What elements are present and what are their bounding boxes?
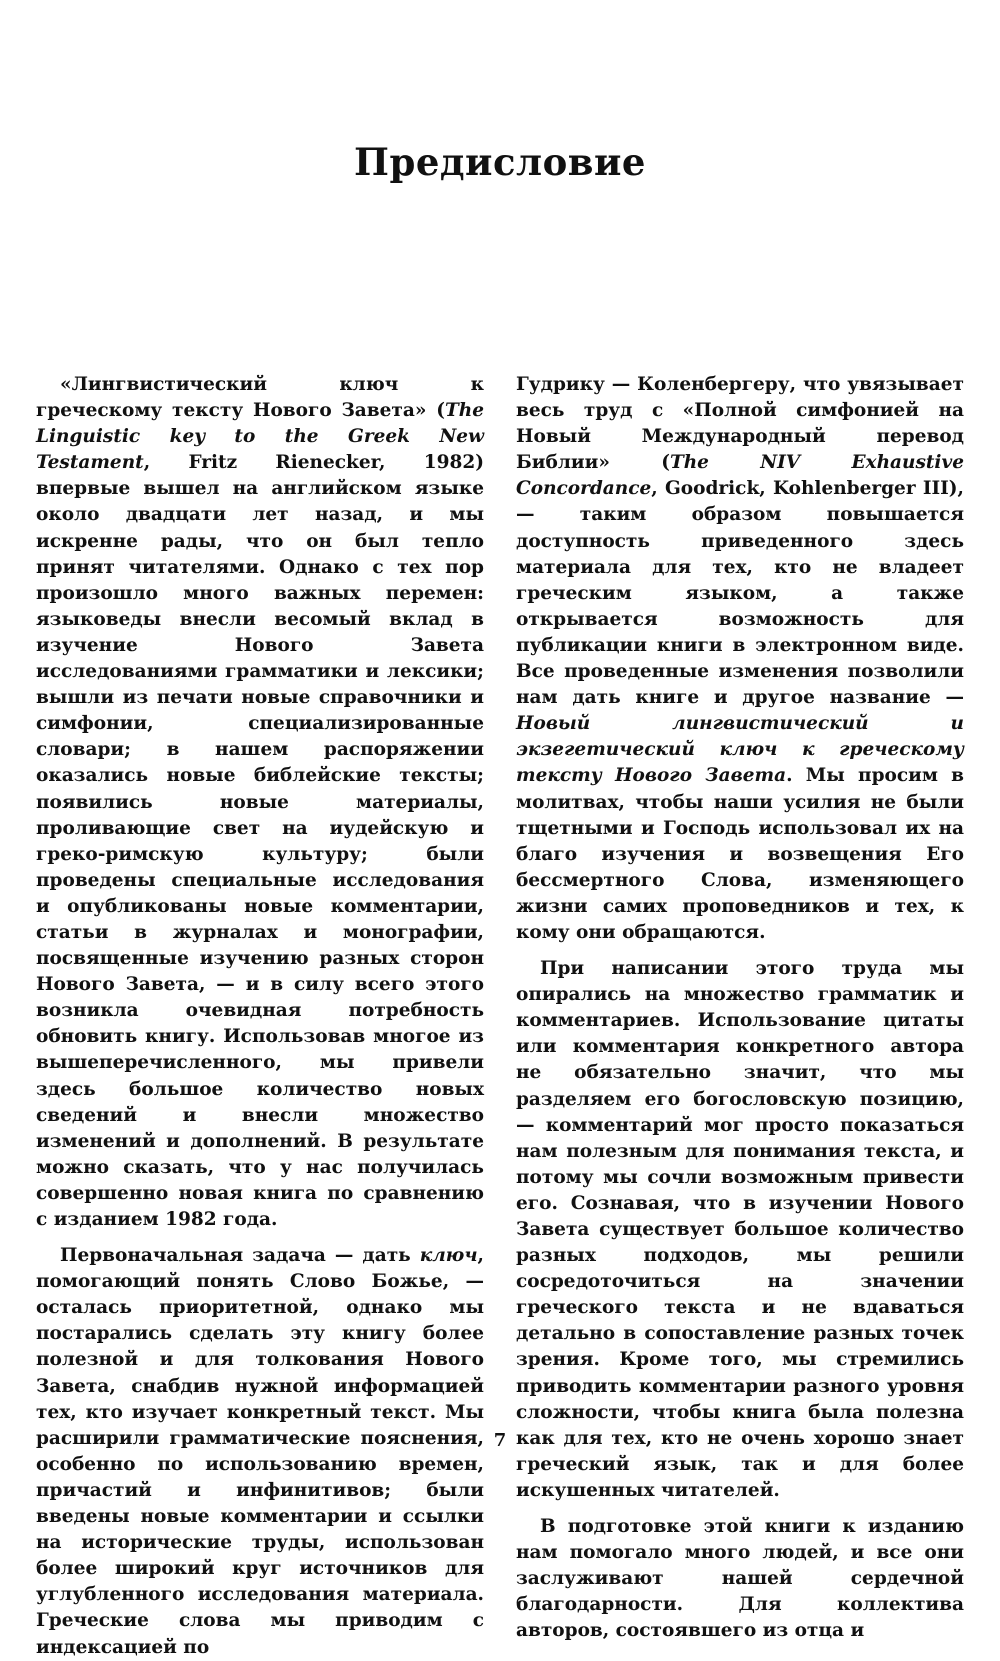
paragraph: «Лингвистический ключ к греческому тексту Нового Завета» (The Linguistic key to the Greek New Testament, Fritz Rienecker, 1982) впервые вышел на английском языке около двадцати лет назад, и мы искренне рады, что он был тепло принят читателями. Однако с тех пор произошло много важных перемен: языковеды внесли весомый вклад в изучение Нового Завета исследованиями грамматики и лексики; вышли из печати новые справочники и симфонии, специализированные словари; в нашем распоряжении оказались новые библейские тексты; появились новые материалы, проливающие свет на иудейскую и греко-римскую культуру; были проведены специальные исследования и опубликованы новые комментарии, статьи в журналах и монографии, посвященные изучению разных сторон Нового Завета, — и в силу всего этого возникла очевидная потребность обновить книгу. Использовав многое из вышеперечисленного, мы привели здесь большое количество новых сведений и внесли множество изменений и дополнений. В результате можно сказать, что у нас получилась совершенно новая книга по сравнению с изданием 1982 года. xyxy=(36,374,484,1230)
paragraph: В подготовке этой книги к изданию нам помогало много людей, и все они заслуживают нашей сердечной благодарности. Для коллектива авторов, состоявшего из отца и xyxy=(516,1516,964,1642)
paragraph: Первоначальная задача — дать ключ, помогающий понять Слово Божье, — осталась приоритетной, однако мы постарались сделать эту книгу более полезной и для толкования Нового Завета, снабдив нужной информацией тех, кто изучает конкретный текст. Мы расширили грамматические пояснения, особенно по использованию времен, причастий и инфинитивов; были введены новые комментарии и ссылки на исторические труды, использован более широкий круг источников для углубленного исследования материала. Греческие слова мы приводим с индексацией по xyxy=(36,1245,484,1658)
page-number: 7 xyxy=(493,1430,507,1451)
right-column xyxy=(516,372,964,1645)
page-title: Предисловие xyxy=(354,140,646,184)
paragraph: При написании этого труда мы опирались на множество грамматик и комментариев. Использование цитаты или комментария конкретного автора не обязательно значит, что мы разделяем его богословскую позицию, — комментарий мог просто показаться нам полезным для понимания текста, и потому мы сочли возможным привести его. Сознавая, что в изучении Нового Завета существует большое количество разных подходов, мы решили сосредоточиться на значении греческого текста и не вдаваться детально в сопоставление разных точек зрения. Кроме того, мы стремились приводить комментарии разного уровня сложности, чтобы книга была полезна как для тех, кто не очень хорошо знает греческий язык, так и для более искушенных читателей. xyxy=(516,958,964,1501)
paragraph: Гудрику — Коленбергеру, что увязывает весь труд с «Полной симфонией на Новый Международный перевод Библии» (The NIV Exhaustive Concordance, Goodrick, Kohlenberger III), — таким образом повышается доступность приведенного здесь материала для тех, кто не владеет греческим языком, а также открывается возможность для публикации книги в электронном виде. Все проведенные изменения позволили нам дать книге и другое название — Новый лингвистический и экзегетический ключ к греческому тексту Нового Завета. Мы просим в молитвах, чтобы наши усилия не были тщетными и Господь использовал их на благо изучения и возвещения Его бессмертного Слова, изменяющего жизни самих проповедников и тех, к кому они обращаются. xyxy=(516,374,964,943)
left-column xyxy=(36,372,484,1661)
